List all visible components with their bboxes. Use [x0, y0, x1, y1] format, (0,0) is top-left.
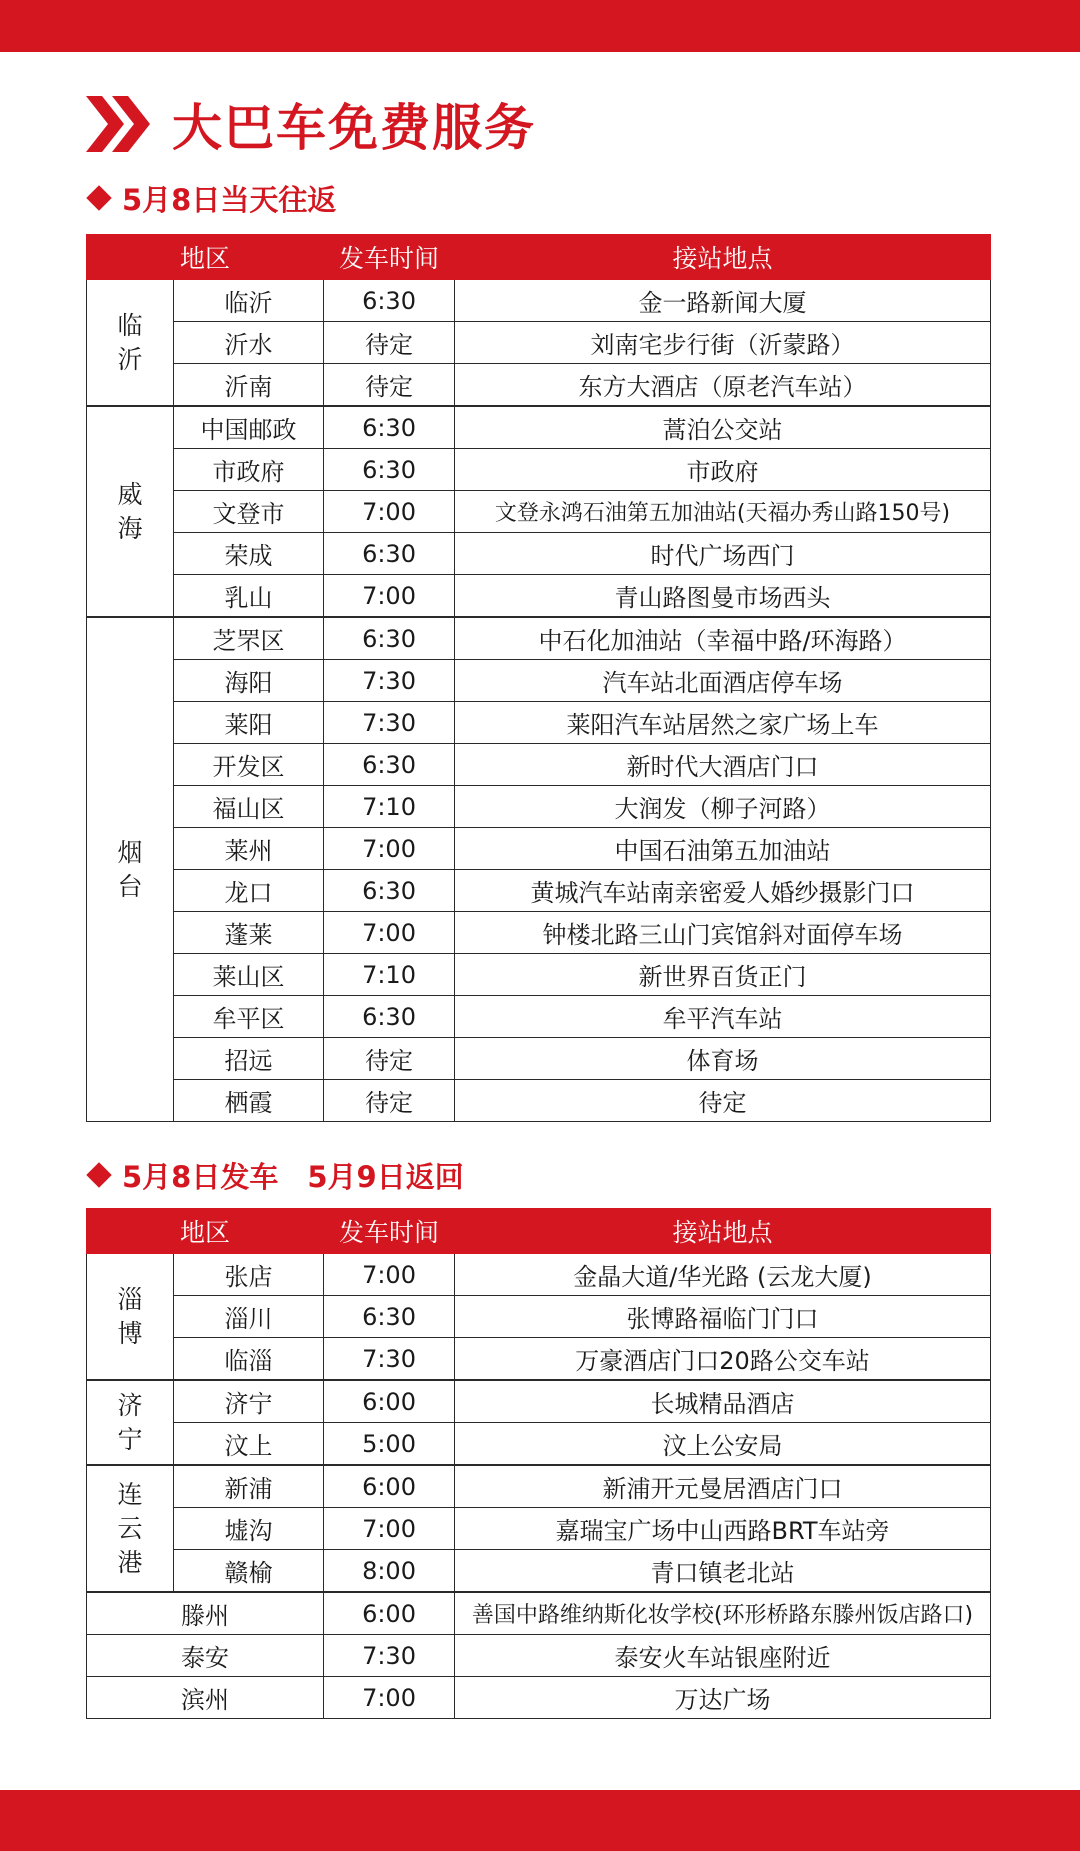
city-cell: 牟平区 [174, 996, 324, 1038]
city-cell: 栖霞 [174, 1080, 324, 1122]
table-row [87, 406, 991, 449]
time-cell: 7:30 [324, 660, 455, 702]
city-cell: 沂南 [174, 364, 324, 407]
time-cell: 7:10 [324, 954, 455, 996]
region-cell: 连 云 港 [87, 1465, 174, 1592]
header-location: 接站地点 [455, 1209, 991, 1254]
location-cell: 中石化加油站（幸福中路/环海路） [455, 617, 991, 660]
time-cell: 7:30 [324, 1635, 455, 1677]
time-cell: 7:10 [324, 786, 455, 828]
region-cell: 淄 博 [87, 1254, 174, 1381]
location-cell: 青山路图曼市场西头 [455, 575, 991, 618]
location-cell: 泰安火车站银座附近 [455, 1635, 991, 1677]
header-region: 地区 [87, 235, 324, 280]
city-cell: 中国邮政 [174, 406, 324, 449]
table-row [87, 870, 991, 912]
time-cell: 6:00 [324, 1380, 455, 1423]
city-cell: 张店 [174, 1254, 324, 1296]
location-cell: 黄城汽车站南亲密爱人婚纱摄影门口 [455, 870, 991, 912]
city-cell: 龙口 [174, 870, 324, 912]
table-row [87, 660, 991, 702]
page-title-block [86, 88, 536, 160]
header-region: 地区 [87, 1209, 324, 1254]
city-cell: 墟沟 [174, 1508, 324, 1550]
location-cell: 万达广场 [455, 1677, 991, 1719]
table-row [87, 828, 991, 870]
schedule-table-same-day [86, 234, 991, 1122]
section-heading-text: 5月8日发车 5月9日返回 [122, 1159, 464, 1194]
city-cell: 海阳 [174, 660, 324, 702]
time-cell: 6:30 [324, 533, 455, 575]
location-cell: 嘉瑞宝广场中山西路BRT车站旁 [455, 1508, 991, 1550]
time-cell: 5:00 [324, 1423, 455, 1466]
location-cell: 万豪酒店门口20路公交车站 [455, 1338, 991, 1381]
city-cell: 泰安 [87, 1635, 324, 1677]
city-cell: 开发区 [174, 744, 324, 786]
city-cell: 文登市 [174, 491, 324, 533]
table-row [87, 280, 991, 322]
location-cell: 青口镇老北站 [455, 1550, 991, 1593]
city-cell: 临淄 [174, 1338, 324, 1381]
table-header-row [87, 235, 991, 280]
location-cell: 文登永鸿石油第五加油站(天福办秀山路150号) [455, 491, 991, 533]
bottom-red-band [0, 1790, 1080, 1851]
page-title: 大巴车免费服务 [172, 99, 536, 157]
table-row [87, 1465, 991, 1508]
section-heading-text: 5月8日当天往返 [122, 182, 337, 217]
table-row [87, 1338, 991, 1381]
location-cell: 莱阳汽车站居然之家广场上车 [455, 702, 991, 744]
city-cell: 莱阳 [174, 702, 324, 744]
time-cell: 待定 [324, 1080, 455, 1122]
time-cell: 7:00 [324, 828, 455, 870]
location-cell: 金一路新闻大厦 [455, 280, 991, 322]
location-cell: 新浦开元曼居酒店门口 [455, 1465, 991, 1508]
table-row [87, 322, 991, 364]
time-cell: 7:00 [324, 1254, 455, 1296]
location-cell: 刘南宅步行街（沂蒙路） [455, 322, 991, 364]
location-cell: 善国中路维纳斯化妆学校(环形桥路东滕州饭店路口) [455, 1592, 991, 1635]
table-row [87, 912, 991, 954]
time-cell: 7:00 [324, 491, 455, 533]
table-row [87, 449, 991, 491]
time-cell: 7:00 [324, 1508, 455, 1550]
location-cell: 长城精品酒店 [455, 1380, 991, 1423]
time-cell: 待定 [324, 1038, 455, 1080]
location-cell: 体育场 [455, 1038, 991, 1080]
time-cell: 7:00 [324, 1677, 455, 1719]
time-cell: 7:00 [324, 575, 455, 618]
time-cell: 7:00 [324, 912, 455, 954]
city-cell: 临沂 [174, 280, 324, 322]
location-cell: 时代广场西门 [455, 533, 991, 575]
location-cell: 张博路福临门门口 [455, 1296, 991, 1338]
time-cell: 6:30 [324, 280, 455, 322]
location-cell: 大润发（柳子河路） [455, 786, 991, 828]
time-cell: 待定 [324, 322, 455, 364]
region-cell: 威 海 [87, 406, 174, 617]
time-cell: 7:30 [324, 1338, 455, 1381]
table-row [87, 575, 991, 618]
time-cell: 6:30 [324, 1296, 455, 1338]
table-row [87, 617, 991, 660]
diamond-icon [86, 185, 111, 210]
city-cell: 淄川 [174, 1296, 324, 1338]
section-heading-same-day [86, 178, 336, 218]
city-cell: 招远 [174, 1038, 324, 1080]
time-cell: 6:30 [324, 449, 455, 491]
table-row [87, 1254, 991, 1296]
location-cell: 市政府 [455, 449, 991, 491]
time-cell: 6:30 [324, 617, 455, 660]
table-row [87, 702, 991, 744]
time-cell: 6:00 [324, 1465, 455, 1508]
time-cell: 6:30 [324, 996, 455, 1038]
table-row [87, 954, 991, 996]
table-row [87, 1423, 991, 1466]
time-cell: 7:30 [324, 702, 455, 744]
city-cell: 市政府 [174, 449, 324, 491]
table-row [87, 1677, 991, 1719]
location-cell: 待定 [455, 1080, 991, 1122]
table-row [87, 1635, 991, 1677]
region-cell: 济 宁 [87, 1380, 174, 1465]
city-cell: 莱山区 [174, 954, 324, 996]
time-cell: 待定 [324, 364, 455, 407]
header-location: 接站地点 [455, 235, 991, 280]
header-time: 发车时间 [324, 1209, 455, 1254]
city-cell: 蓬莱 [174, 912, 324, 954]
location-cell: 中国石油第五加油站 [455, 828, 991, 870]
table-row [87, 744, 991, 786]
diamond-icon [86, 1162, 111, 1187]
header-time: 发车时间 [324, 235, 455, 280]
time-cell: 8:00 [324, 1550, 455, 1593]
city-cell: 新浦 [174, 1465, 324, 1508]
table-row [87, 491, 991, 533]
city-cell: 荣成 [174, 533, 324, 575]
city-cell: 莱州 [174, 828, 324, 870]
table-row [87, 364, 991, 407]
time-cell: 6:30 [324, 406, 455, 449]
top-red-band [0, 0, 1080, 52]
table-row [87, 1592, 991, 1635]
time-cell: 6:30 [324, 870, 455, 912]
table-header-row [87, 1209, 991, 1254]
time-cell: 6:00 [324, 1592, 455, 1635]
location-cell: 汶上公安局 [455, 1423, 991, 1466]
table-row [87, 1038, 991, 1080]
region-cell: 临 沂 [87, 280, 174, 407]
region-cell: 烟 台 [87, 617, 174, 1122]
location-cell: 东方大酒店（原老汽车站） [455, 364, 991, 407]
table-row [87, 1550, 991, 1593]
city-cell: 乳山 [174, 575, 324, 618]
table-row [87, 996, 991, 1038]
table-row [87, 533, 991, 575]
table-row [87, 786, 991, 828]
location-cell: 汽车站北面酒店停车场 [455, 660, 991, 702]
location-cell: 金晶大道/华光路 (云龙大厦) [455, 1254, 991, 1296]
table-row [87, 1508, 991, 1550]
double-chevron-right-icon [86, 96, 150, 152]
city-cell: 滕州 [87, 1592, 324, 1635]
table-row [87, 1380, 991, 1423]
location-cell: 牟平汽车站 [455, 996, 991, 1038]
city-cell: 福山区 [174, 786, 324, 828]
table-row [87, 1080, 991, 1122]
city-cell: 汶上 [174, 1423, 324, 1466]
city-cell: 滨州 [87, 1677, 324, 1719]
location-cell: 新世界百货正门 [455, 954, 991, 996]
table-row [87, 1296, 991, 1338]
city-cell: 沂水 [174, 322, 324, 364]
location-cell: 新时代大酒店门口 [455, 744, 991, 786]
city-cell: 芝罘区 [174, 617, 324, 660]
time-cell: 6:30 [324, 744, 455, 786]
location-cell: 蒿泊公交站 [455, 406, 991, 449]
location-cell: 钟楼北路三山门宾馆斜对面停车场 [455, 912, 991, 954]
city-cell: 赣榆 [174, 1550, 324, 1593]
city-cell: 济宁 [174, 1380, 324, 1423]
section-heading-overnight [86, 1155, 464, 1195]
schedule-table-overnight [86, 1208, 991, 1719]
